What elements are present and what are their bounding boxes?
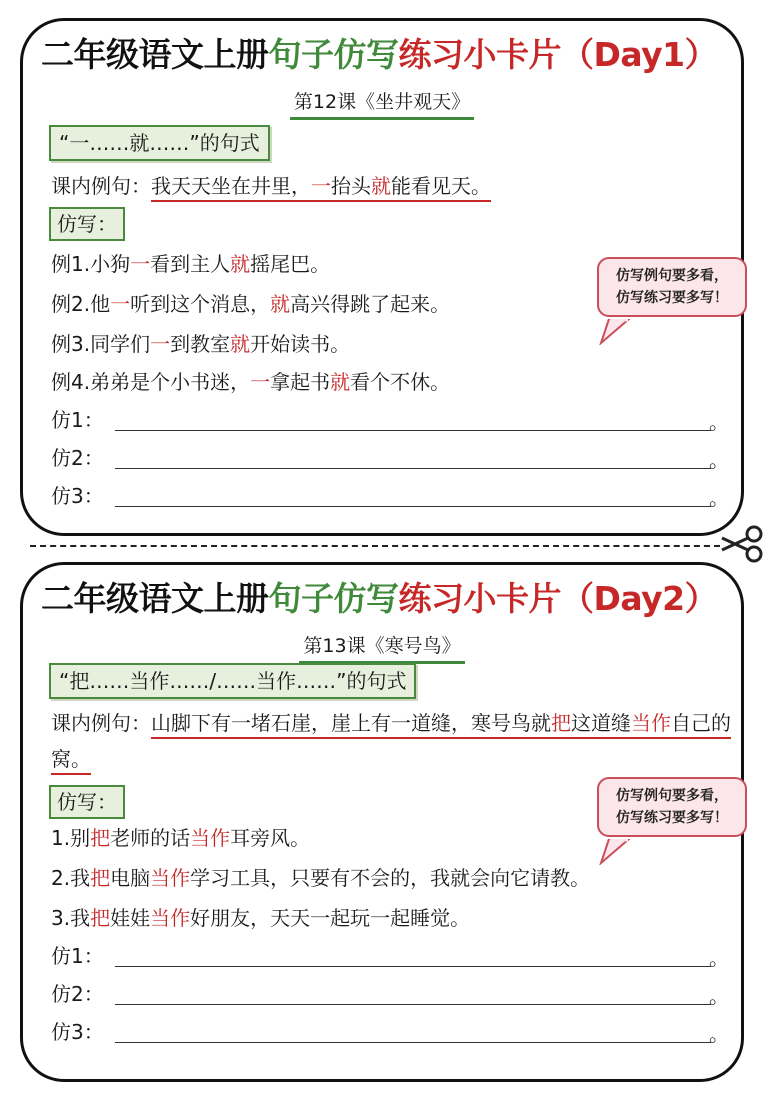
practice-line-3[interactable]: 仿3： 。 (51, 484, 729, 510)
practice-tag: 仿写： (49, 207, 125, 241)
tip-bubble: 仿写例句要多看， 仿写练习要多写！ (597, 777, 747, 837)
practice-line-1[interactable]: 仿1： 。 (51, 408, 729, 434)
practice-tag: 仿写： (49, 785, 125, 819)
practice-line-3[interactable]: 仿3： 。 (51, 1020, 729, 1046)
list-item: 例3.同学们一到教室就开始读书。 (51, 332, 351, 356)
practice-line-1[interactable]: 仿1： 。 (51, 944, 729, 970)
card-day1 (20, 18, 744, 536)
list-item: 例1.小狗一看到主人就摇尾巴。 (51, 252, 331, 276)
list-item: 2.我把电脑当作学习工具，只要有不会的，我就会向它请教。 (51, 866, 591, 890)
example-sentence: 课内例句：我天天坐在井里，一抬头就能看见天。 (51, 171, 491, 201)
list-item: 例4.弟弟是个小书迷，一拿起书就看个不休。 (51, 370, 451, 394)
card-title: 二年级语文上册句子仿写练习小卡片（Day1） (41, 35, 718, 74)
pattern-box: “把……当作……/……当作……”的句式 (49, 663, 416, 699)
pattern-box: “一……就……”的句式 (49, 125, 270, 161)
scissors-icon (718, 524, 766, 564)
bubble-tail (599, 319, 639, 345)
bubble-tail (599, 839, 639, 865)
cut-line (30, 545, 720, 547)
tip-bubble: 仿写例句要多看， 仿写练习要多写！ (597, 257, 747, 317)
list-item: 例2.他一听到这个消息，就高兴得跳了起来。 (51, 292, 451, 316)
card-day2 (20, 562, 744, 1082)
lesson-heading: 第12课《坐井观天》 (23, 89, 741, 120)
list-item: 3.我把娃娃当作好朋友，天天一起玩一起睡觉。 (51, 906, 471, 930)
example-sentence: 课内例句：山脚下有一堵石崖，崖上有一道缝，寒号鸟就把这道缝当作自己的窝。 (51, 705, 731, 777)
practice-line-2[interactable]: 仿2： 。 (51, 446, 729, 472)
card-title: 二年级语文上册句子仿写练习小卡片（Day2） (41, 579, 718, 618)
list-item: 1.别把老师的话当作耳旁风。 (51, 826, 311, 850)
practice-line-2[interactable]: 仿2： 。 (51, 982, 729, 1008)
lesson-heading: 第13课《寒号鸟》 (23, 633, 741, 664)
